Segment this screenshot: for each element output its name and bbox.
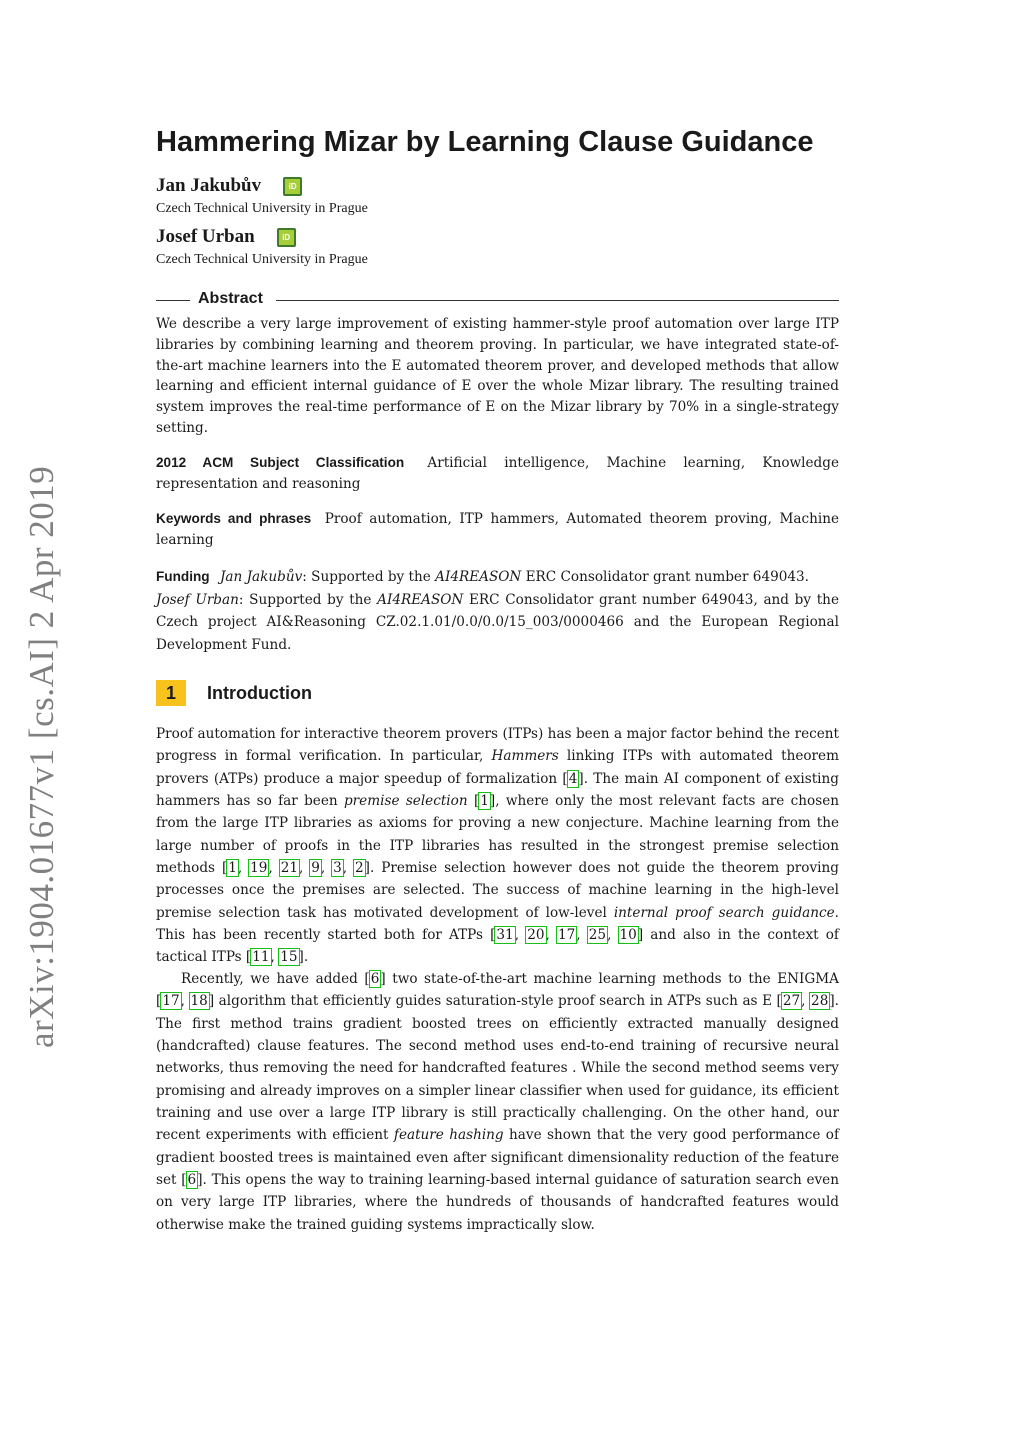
body-paragraph: Recently, we have added [6] two state-of-the-art machine learning methods to the ENIGMA [17, 18] algorithm that efficiently guides saturation-style proof search in ATPs such as E [27, 28]. The first method trains gradient boosted trees on efficiently extracted manually designed (handcrafted) clause features. The second method uses end-to-end training of recursive neural networks, thus removing the need for handcrafted features . While the second method seems very promising and already improves on a simpler linear classifier when used for guidance, its efficient training and use over a large ITP library is still practically challenging. On the other hand, our recent experiments with efficient feature hashing have shown that the very good performance of gradient boosted trees is maintained even after significant dimensionality reduction of the feature set [6]. This opens the way to training learning-based internal guidance of saturation search even on very large ITP libraries, where the hundreds of thousands of handcrafted features would otherwise make the trained guiding systems impractically slow. (156, 971, 839, 1233)
body-paragraph: Proof automation for interactive theorem provers (ITPs) has been a major factor behind the recent progress in formal verification. In particular, Hammers linking ITPs with automated theorem provers (ATPs) produce a major speedup of formalization [4]. The main AI component of existing hammers has so far been premise selection [1], where only the most relevant facts are chosen from the large ITP libraries as axioms for proving a new conjecture. Machine learning from the large number of proofs in the ITP libraries has resulted in the strongest premise selection methods [1, 19, 21, 9, 3, 2]. Premise selection however does not guide the theorem proving processes once the premises are selected. The success of machine learning in the high-level premise selection task has motivated development of low-level internal proof search guidance. This has been recently started both for ATPs [31, 20, 17, 25, 10] and also in the context of tactical ITPs [11, 15]. (156, 726, 839, 966)
section-number: 1 (156, 680, 186, 706)
keywords (156, 509, 839, 551)
citation-link[interactable]: 28 (811, 993, 829, 1010)
author-affiliation: Czech Technical University in Prague (156, 201, 368, 216)
author-affiliation: Czech Technical University in Prague (156, 252, 368, 267)
funding-author: Jan Jakubův (219, 569, 303, 585)
citation-link[interactable]: 1 (480, 793, 489, 810)
citation-link[interactable]: 6 (187, 1172, 197, 1189)
citation-link[interactable]: 17 (162, 993, 180, 1010)
author-name: Josef Urban (156, 226, 255, 247)
emphasis: Hammers (491, 748, 559, 765)
citation-link[interactable]: 19 (250, 860, 268, 877)
acm-label: 2012 ACM Subject Classification (156, 455, 405, 470)
funding-text: ERC Consolidator grant number 649043, and by the Czech project AI&Reasoning CZ.02.1.01/0.0/0.0/15_003/0000466 and the European Regional Development Fund. (156, 591, 839, 653)
emphasis: premise selection (343, 793, 468, 810)
orcid-icon[interactable]: iD (277, 228, 296, 247)
paper-title: Hammering Mizar by Learning Clause Guidance (156, 126, 814, 158)
keywords-label: Keywords and phrases (156, 511, 312, 526)
keywords-text: Proof automation, ITP hammers, Automated theorem proving, Machine learning (156, 511, 839, 548)
citation-link[interactable]: 2 (355, 860, 364, 877)
citation-link[interactable]: 20 (527, 927, 545, 944)
funding-text: : Supported by the (238, 591, 378, 608)
citation-link[interactable]: 18 (190, 993, 208, 1010)
funding-text: ERC Consolidator grant number 649043. (521, 569, 810, 585)
abstract-heading: Abstract (198, 290, 263, 307)
funding (156, 566, 839, 656)
citation-link[interactable]: 3 (333, 860, 342, 877)
arxiv-identifier-stamp: arXiv:1904.01677v1 [cs.AI] 2 Apr 2019 (22, 465, 61, 1048)
citation-link[interactable]: 21 (280, 860, 298, 877)
abstract-text: We describe a very large improvement of existing hammer-style proof automation over large ITP libraries by combining learning and theorem proving. In particular, we have integrated state-of-the-art machine learners into the E automated theorem prover, and developed methods that allow learning and efficient internal guidance of E over the whole Mizar library. The resulting trained system improves the real-time performance of E on the Mizar library by 70% in a single-strategy setting. (156, 316, 839, 436)
author-name: Jan Jakubův (156, 175, 262, 196)
funding-project: AI4REASON (377, 591, 464, 608)
abstract-header (156, 290, 839, 310)
citation-link[interactable]: 17 (557, 927, 576, 944)
citation-link[interactable]: 25 (588, 927, 607, 944)
funding-project: AI4REASON (435, 569, 522, 585)
citation-link[interactable]: 6 (370, 971, 380, 987)
funding-text: : Supported by the (302, 569, 436, 585)
section-title: Introduction (207, 683, 312, 703)
author-block (156, 175, 368, 217)
emphasis: internal proof search guidance (613, 904, 835, 921)
citation-link[interactable]: 1 (228, 860, 237, 877)
citation-link[interactable]: 15 (280, 949, 298, 966)
citation-link[interactable]: 9 (311, 860, 320, 877)
acm-text: Artificial intelligence, Machine learning, Knowledge representation and reasoning (156, 455, 839, 492)
funding-author: Josef Urban (156, 591, 239, 608)
citation-link[interactable]: 31 (496, 927, 514, 944)
emphasis: feature hashing (393, 1127, 504, 1144)
citation-link[interactable]: 4 (568, 770, 578, 787)
author-block (156, 226, 368, 268)
divider (276, 300, 839, 301)
citation-link[interactable]: 11 (252, 949, 270, 966)
funding-label: Funding (156, 569, 210, 584)
citation-link[interactable]: 27 (782, 993, 801, 1010)
citation-link[interactable]: 10 (619, 927, 637, 944)
orcid-icon[interactable]: iD (283, 177, 302, 196)
acm-classification (156, 453, 839, 495)
divider (156, 300, 190, 301)
